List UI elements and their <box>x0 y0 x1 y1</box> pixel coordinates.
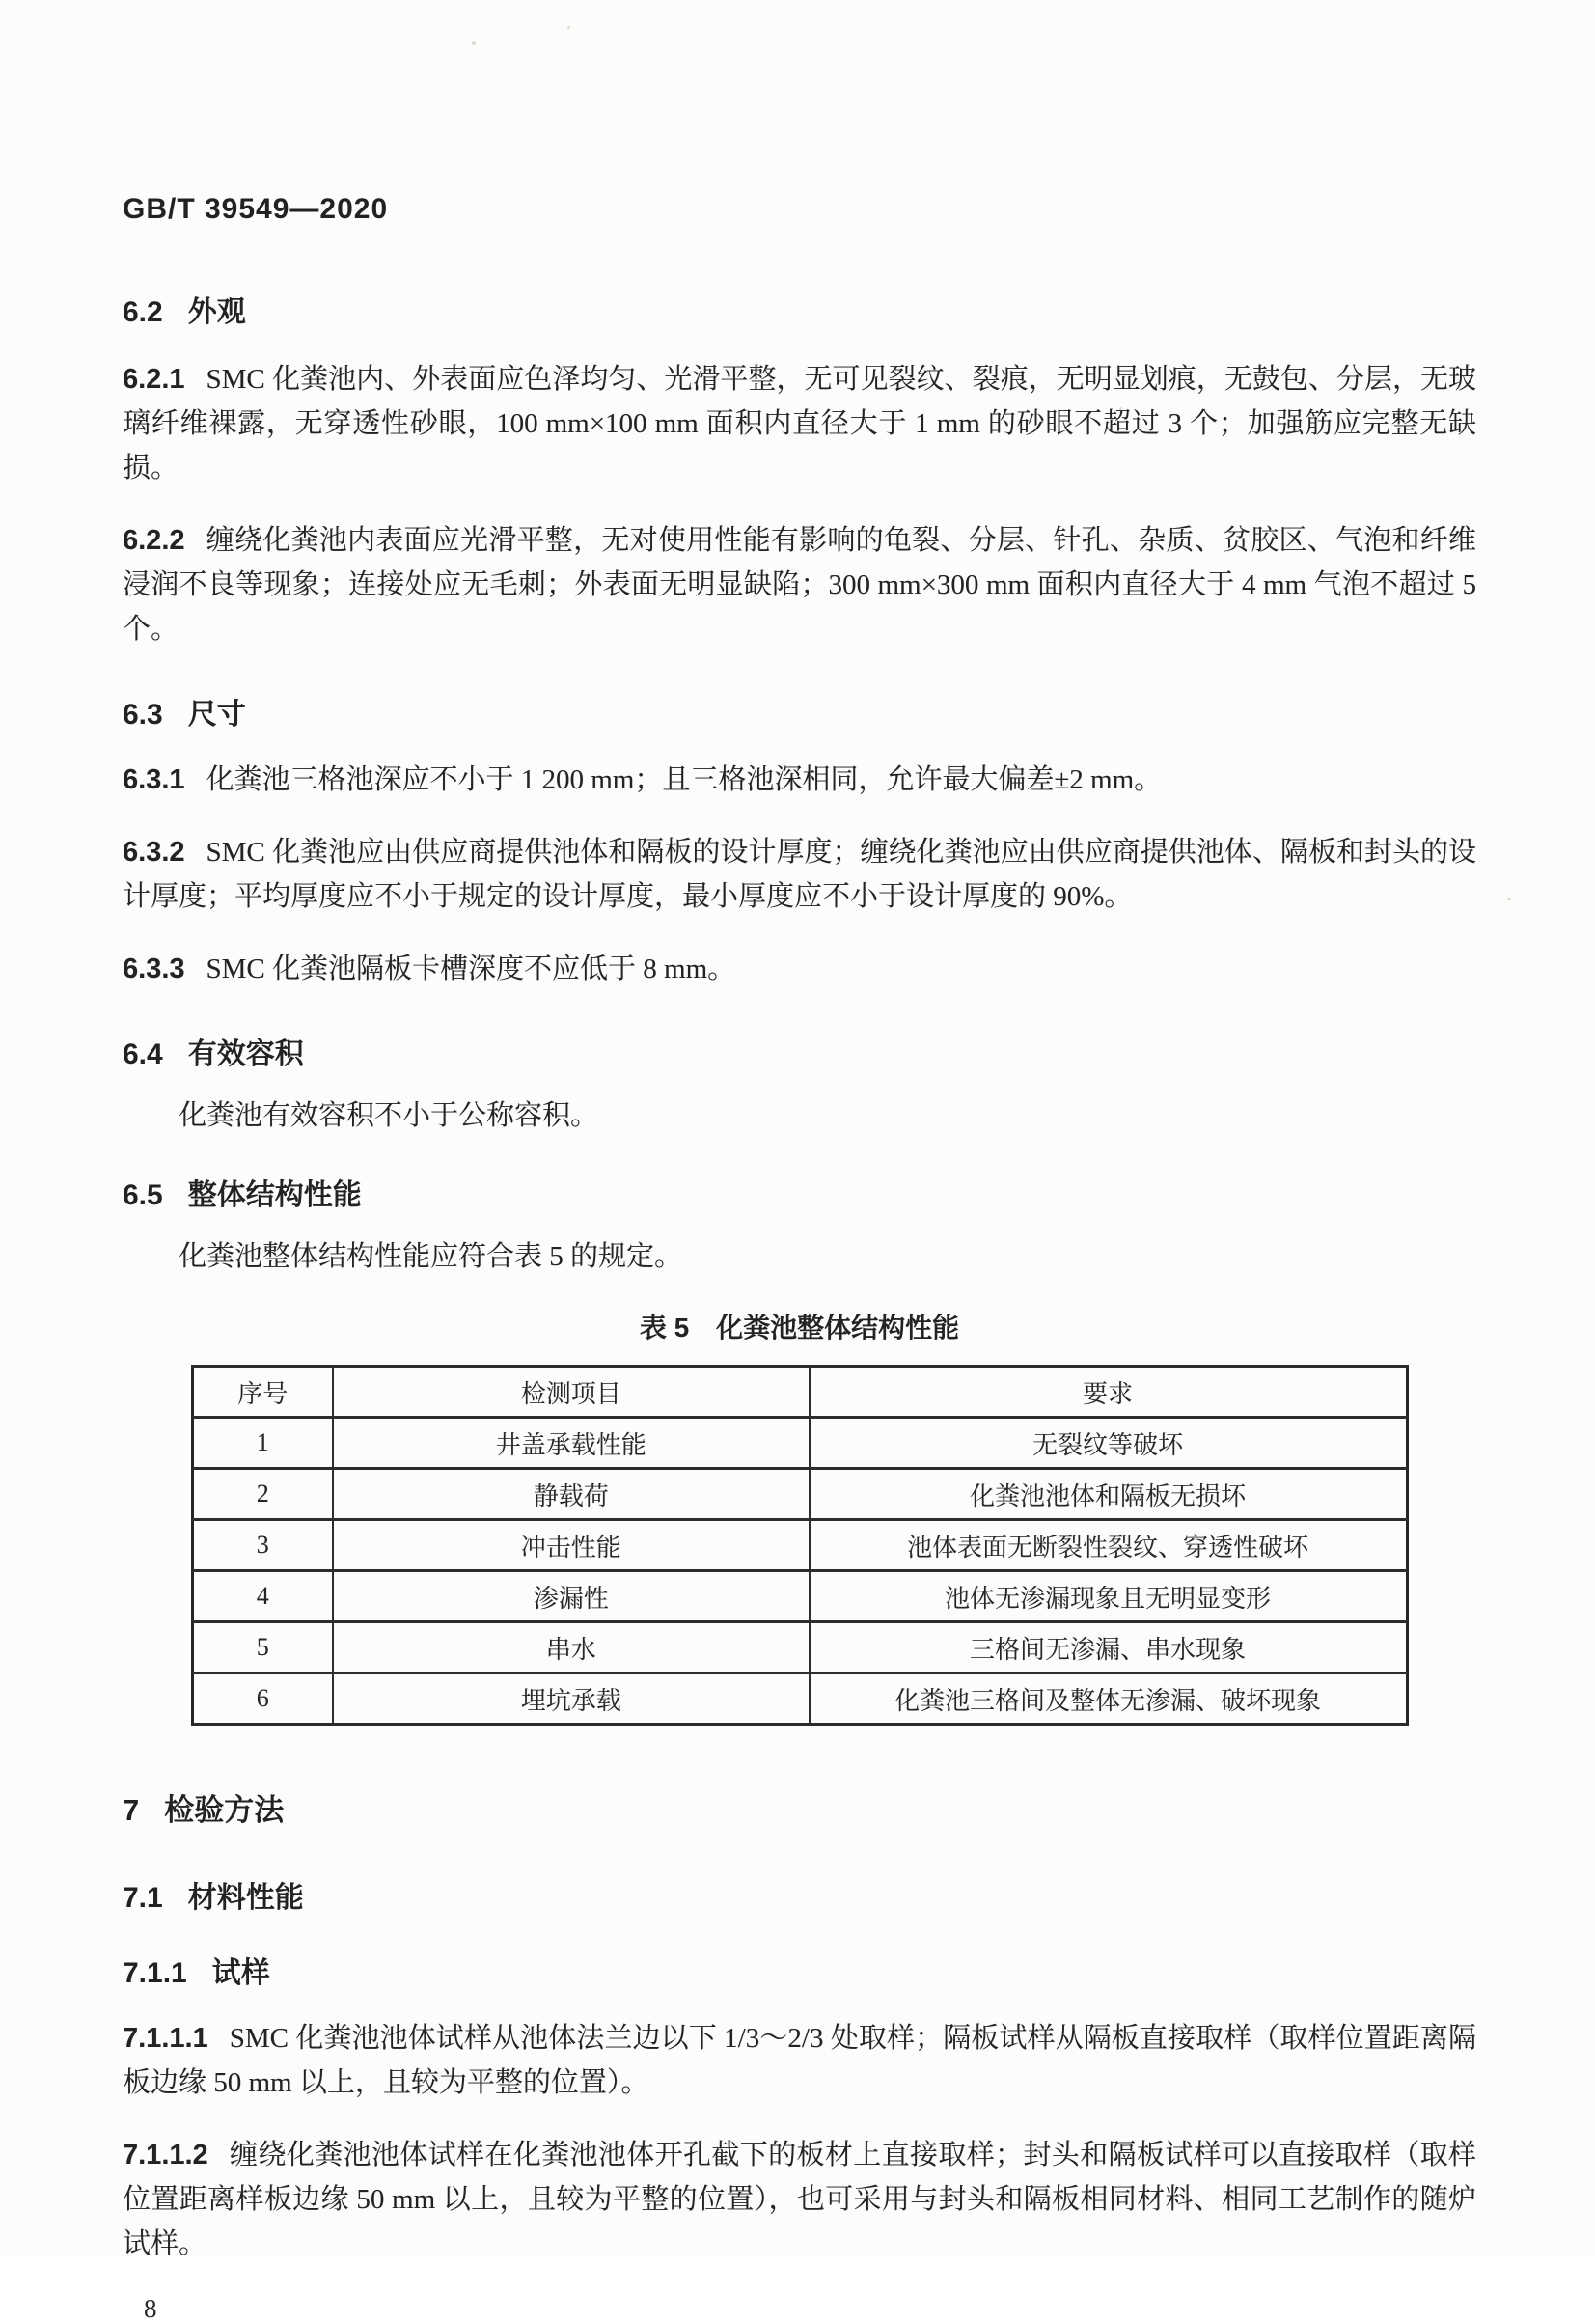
cell-req: 化粪池池体和隔板无损坏 <box>810 1469 1407 1520</box>
table-row <box>192 1622 1407 1674</box>
cell-item: 埋坑承载 <box>333 1674 810 1725</box>
cell-item: 串水 <box>333 1622 810 1674</box>
section-title: 试样 <box>211 1957 270 1989</box>
table-row <box>192 1571 1407 1622</box>
table-row <box>192 1520 1407 1571</box>
section-heading-6-3 <box>123 690 1476 733</box>
table-row <box>192 1418 1407 1469</box>
scan-speck <box>1507 898 1511 900</box>
cell-item: 冲击性能 <box>333 1520 810 1571</box>
clause-6-2-1 <box>123 357 1476 490</box>
cell-req: 池体无渗漏现象且无明显变形 <box>810 1571 1407 1622</box>
clause-6-5-body: 化粪池整体结构性能应符合表 5 的规定。 <box>179 1241 683 1272</box>
cell-req: 池体表面无断裂性裂纹、穿透性破坏 <box>810 1520 1407 1571</box>
clause-number: 7.1.1.2 <box>123 2140 208 2171</box>
cell-seq: 2 <box>192 1469 333 1520</box>
section-number: 6.5 <box>123 1179 163 1211</box>
clause-number: 6.2.2 <box>123 525 185 556</box>
clause-6-2-2 <box>123 518 1476 651</box>
table-header-row <box>192 1367 1407 1418</box>
section-number: 7.1 <box>123 1882 163 1914</box>
clause-number: 6.2.1 <box>123 364 185 395</box>
clause-7-1-1-1 <box>123 2016 1476 2105</box>
section-title: 整体结构性能 <box>187 1179 362 1211</box>
clause-6-3-3 <box>123 947 1476 991</box>
section-title: 检验方法 <box>164 1793 285 1827</box>
clause-text: SMC 化粪池内、外表面应色泽均匀、光滑平整，无可见裂纹、裂痕，无明显划痕，无鼓包、分层，无玻璃纤维裸露，无穿透性砂眼，100 mm×100 mm 面积内直径大于 1 mm 的砂眼不超过 3 个；加强筋应完整无缺损。 <box>123 364 1476 484</box>
cell-req: 化粪池三格间及整体无渗漏、破坏现象 <box>810 1674 1407 1725</box>
standard-number: GB/T 39549—2020 <box>123 193 389 225</box>
col-header-seq: 序号 <box>192 1367 333 1418</box>
col-header-req: 要求 <box>810 1367 1407 1418</box>
clause-6-3-1 <box>123 758 1476 802</box>
clause-number: 7.1.1.1 <box>123 2023 208 2054</box>
cell-seq: 1 <box>192 1418 333 1469</box>
section-number: 6.3 <box>123 699 163 731</box>
section-heading-6-4 <box>123 1030 1476 1072</box>
clause-text: 化粪池三格池深应不小于 1 200 mm；且三格池深相同，允许最大偏差±2 mm。 <box>206 764 1163 795</box>
table-caption-title: 化粪池整体结构性能 <box>716 1313 960 1342</box>
section-title: 尺寸 <box>187 699 246 731</box>
section-title: 有效容积 <box>187 1038 304 1070</box>
section-title: 外观 <box>187 296 246 328</box>
clause-6-3-2 <box>123 830 1476 919</box>
clause-number: 6.3.3 <box>123 954 185 984</box>
clause-number: 6.3.1 <box>123 764 185 795</box>
cell-req: 无裂纹等破坏 <box>810 1418 1407 1469</box>
cell-seq: 3 <box>192 1520 333 1571</box>
cell-req: 三格间无渗漏、串水现象 <box>810 1622 1407 1674</box>
cell-seq: 6 <box>192 1674 333 1725</box>
cell-item: 井盖承载性能 <box>333 1418 810 1469</box>
clause-text: SMC 化粪池池体试样从池体法兰边以下 1/3～2/3 处取样；隔板试样从隔板直接取样（取样位置距离隔板边缘 50 mm 以上，且较为平整的位置）。 <box>123 2023 1476 2098</box>
cell-seq: 4 <box>192 1571 333 1622</box>
clause-7-1-1-2 <box>123 2133 1476 2266</box>
section-heading-6-2 <box>123 288 1476 330</box>
clause-text: 缠绕化粪池池体试样在化粪池池体开孔截下的板材上直接取样；封头和隔板试样可以直接取样（取样位置距离样板边缘 50 mm 以上，且较为平整的位置），也可采用与封头和隔板相同材料、相同工艺制作的随炉试样。 <box>123 2140 1476 2259</box>
section-number: 7 <box>123 1793 140 1827</box>
table-row <box>192 1674 1407 1725</box>
clause-text: SMC 化粪池隔板卡槽深度不应低于 8 mm。 <box>206 954 736 984</box>
table-5 <box>191 1365 1409 1726</box>
section-number: 6.4 <box>123 1038 163 1070</box>
table-row <box>192 1469 1407 1520</box>
section-title: 材料性能 <box>187 1882 304 1914</box>
clause-6-4-body: 化粪池有效容积不小于公称容积。 <box>179 1100 599 1131</box>
clause-number: 6.3.2 <box>123 837 185 868</box>
table-caption-label: 表 5 <box>639 1313 690 1342</box>
table-5-caption <box>123 1307 1476 1345</box>
cell-item: 渗漏性 <box>333 1571 810 1622</box>
section-heading-7-1 <box>123 1873 1476 1916</box>
clause-text: 缠绕化粪池内表面应光滑平整，无对使用性能有影响的龟裂、分层、针孔、杂质、贫胶区、气泡和纤维浸润不良等现象；连接处应无毛刺；外表面无明显缺陷；300 mm×300 mm 面积内直径大于 4 mm 气泡不超过 5 个。 <box>123 525 1476 645</box>
section-heading-7-1-1 <box>123 1949 1476 1991</box>
page-number: 8 <box>144 2294 157 2323</box>
section-number: 7.1.1 <box>123 1957 187 1989</box>
section-heading-6-5 <box>123 1171 1476 1213</box>
cell-item: 静载荷 <box>333 1469 810 1520</box>
col-header-item: 检测项目 <box>333 1367 810 1418</box>
chapter-heading-7 <box>123 1785 1476 1829</box>
clause-text: SMC 化粪池应由供应商提供池体和隔板的设计厚度；缠绕化粪池应由供应商提供池体、隔板和封头的设计厚度；平均厚度应不小于规定的设计厚度，最小厚度应不小于设计厚度的 90%。 <box>123 837 1476 912</box>
cell-seq: 5 <box>192 1622 333 1674</box>
section-number: 6.2 <box>123 296 163 328</box>
page-content <box>123 0 1476 2324</box>
